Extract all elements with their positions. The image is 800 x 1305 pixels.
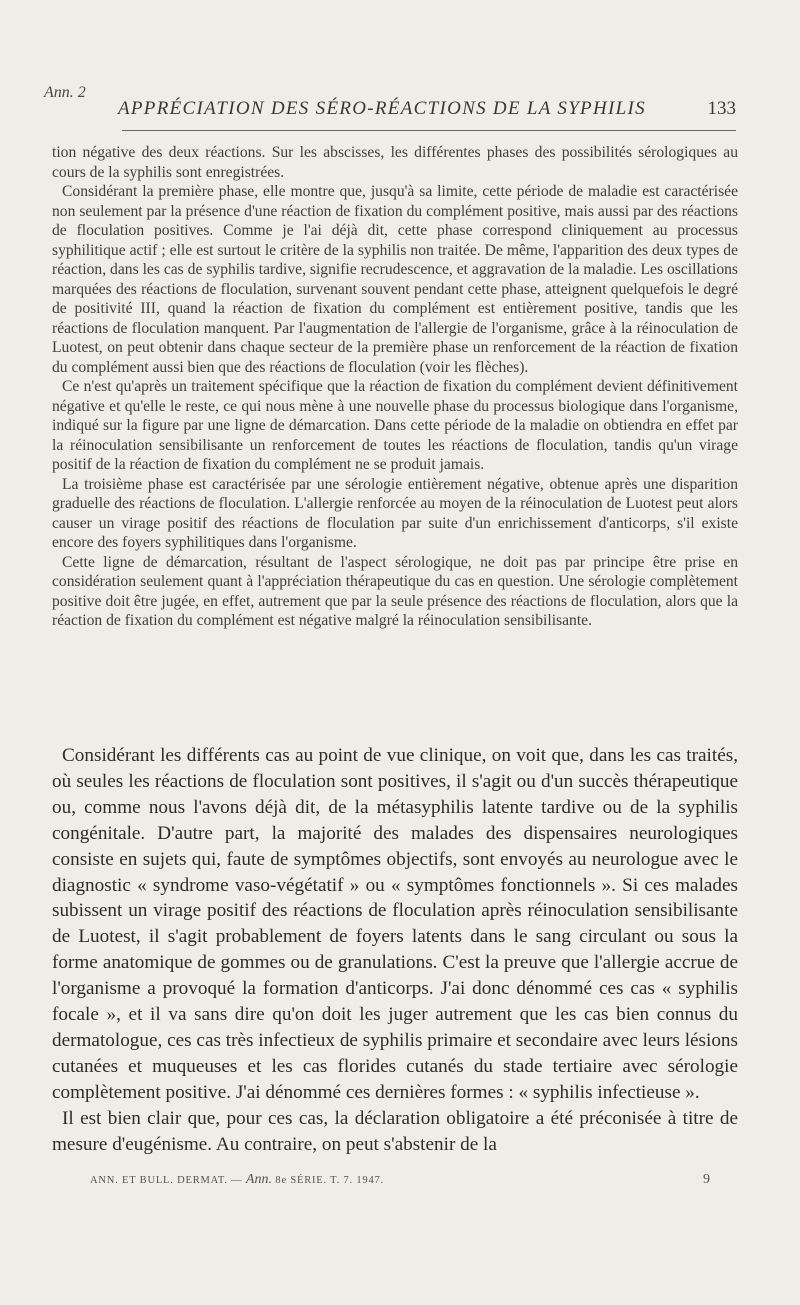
paragraph: Cette ligne de démarcation, résultant de l'aspect sérologique, ne doit pas par principe être prise en considération seulement quant à l'appréciation thérapeutique du cas en question. Une sérologie complètement positive doit être jugée, en effet, autrement que par la seule présence des réactions de floculation, alors que la réaction de fixation du complément est négative malgré la réinoculation sensibilisante. — [52, 553, 738, 629]
small-print-section — [52, 143, 738, 631]
header-rule — [122, 130, 736, 131]
paragraph: tion négative des deux réactions. Sur les abscisses, les différentes phases des possibilités sérologiques au cours de la syphilis sont enregistrées. — [52, 144, 738, 181]
footer-ref-suffix: 8e SÉRIE. T. 7. 1947. — [275, 1175, 384, 1186]
page-number: 133 — [707, 98, 736, 119]
footer-signature-mark: 9 — [703, 1172, 710, 1187]
journal-short-title: Ann. 2 — [44, 84, 86, 101]
footer-journal-reference — [90, 1172, 384, 1188]
main-text-section — [52, 743, 738, 1158]
paragraph: Considérant les différents cas au point de vue clinique, on voit que, dans les cas traités, où seules les réactions de floculation sont positives, il s'agit ou d'un succès thérapeutique ou, comme nous l'avons déjà dit, de la métasyphilis latente tardive ou de la syphilis congénitale. D'autre part, la majorité des malades des dispensaires neurologiques consiste en sujets qui, faute de symptômes objectifs, sont envoyés au neurologue avec le diagnostic « syndrome vaso-végétatif » ou « symptômes fonctionnels ». Si ces malades subissent un virage positif des réactions de floculation après réinoculation sensibilisante de Luotest, il s'agit probablement de foyers latents dans le sang circulant ou sous la forme anatomique de gommes ou de granulations. C'est la preuve que l'allergie accrue de l'organisme a provoqué la formation d'anticorps. J'ai donc dénommé ces cas « syphilis focale », et il va sans dire qu'on doit les juger autrement que les cas bien connus du dermatologue, ces cas très infectieux de syphilis primaire et secondaire avec leurs lésions cutanées et muqueuses et les cas florides cutanés du stade tertiaire avec sérologie complètement positive. J'ai dénommé ces dernières formes : « syphilis infectieuse ». — [52, 745, 738, 1103]
paragraph: Il est bien clair que, pour ces cas, la déclaration obligatoire a été préconisée à titre de mesure d'eugénisme. Au contraire, on peut s'abstenir de la — [52, 1107, 738, 1155]
paragraph: Ce n'est qu'après un traitement spécifique que la réaction de fixation du complément devient définitivement négative et qu'elle le reste, ce qui nous mène à une nouvelle phase du processus biologique dans l'organisme, indiqué sur la figure par une ligne de démarcation. Dans cette période de la maladie on obtiendra en effet par la réinoculation sensibilisante un renforcement de toutes les réactions de floculation, tandis qu'un virage positif de la réaction de fixation du complément ne se produit jamais. — [52, 378, 738, 473]
running-title: APPRÉCIATION DES SÉRO-RÉACTIONS DE LA SYPHILIS — [118, 98, 646, 119]
paragraph: Considérant la première phase, elle montre que, jusqu'à sa limite, cette période de maladie est caractérisée non seulement par la présence d'une réaction de fixation du complément positive, mais aussi par des réactions de floculation positives. Comme je l'ai déjà dit, cette phase correspond cliniquement au processus syphilitique actif ; elle est surtout le critère de la syphilis non traitée. De même, l'apparition des deux types de réaction, dans les cas de syphilis tardive, signifie recrudescence, et aggravation de la maladie. Les oscillations marquées des réactions de floculation, survenant souvent pendant cette phase, atteignent quelquefois le degré de positivité III, quand la réaction de fixation du complément est entièrement positive, tandis que les réactions de floculation manquent. Par l'augmentation de l'allergie de l'organisme, grâce à la réinoculation de Luotest, on peut obtenir dans chaque secteur de la première phase un renforcement de la réaction de fixation du complément aussi bien que des réactions de floculation (voir les flèches). — [52, 183, 738, 376]
footer-ref-prefix: ANN. ET BULL. DERMAT. — — [90, 1175, 243, 1186]
paragraph: La troisième phase est caractérisée par une sérologie entièrement négative, obtenue après une disparition graduelle des réactions de floculation. L'allergie renforcée au moyen de la réinoculation de Luotest peut alors causer un virage positif des réactions de floculation par suite d'un enrichissement d'anticorps, s'il existe encore des foyers syphilitiques dans l'organisme. — [52, 475, 738, 551]
footer-ref-italic: Ann. — [245, 1172, 272, 1187]
